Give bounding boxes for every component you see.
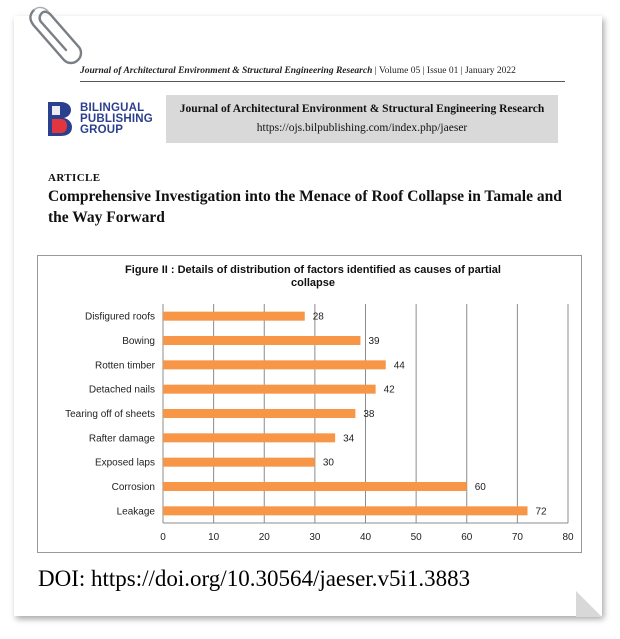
category-label: Exposed laps — [94, 457, 155, 469]
bar — [163, 385, 376, 394]
running-header — [80, 66, 516, 76]
running-header-volume: Volume 05 | Issue 01 | January 2022 — [379, 66, 516, 76]
doi-link[interactable]: DOI: https://doi.org/10.30564/jaeser.v5i1.3883 — [38, 566, 471, 591]
running-header-journal: Journal of Architectural Environment & Structural Engineering Research — [80, 66, 373, 76]
banner-url[interactable]: https://ojs.bilpublishing.com/index.php/jaeser — [256, 122, 468, 134]
category-label: Leakage — [116, 506, 155, 518]
x-tick-label: 50 — [410, 532, 422, 543]
x-tick-label: 60 — [461, 532, 473, 543]
figure-box — [37, 255, 582, 553]
bar-chart — [38, 256, 581, 552]
logo-line-3: GROUP — [80, 124, 124, 136]
article-title: Comprehensive Investigation into the Menace of Roof Collapse in Tamale and the Way Forward — [48, 188, 562, 226]
data-label: 39 — [368, 336, 380, 347]
category-label: Tearing off of sheets — [65, 409, 155, 420]
logo-line-2: PUBLISHING — [80, 113, 153, 125]
bar — [163, 433, 335, 442]
bar — [163, 336, 360, 345]
logo-text — [80, 103, 153, 136]
article-label: ARTICLE — [48, 172, 101, 184]
publisher-logo — [46, 100, 164, 140]
x-tick-label: 10 — [208, 532, 220, 543]
data-label: 72 — [535, 506, 547, 518]
x-tick-label: 30 — [309, 532, 321, 543]
data-label: 44 — [393, 360, 405, 372]
running-header-sep: | — [374, 66, 377, 76]
x-tick-label: 80 — [562, 532, 574, 543]
category-label: Detached nails — [88, 384, 155, 396]
data-label: 28 — [312, 311, 324, 323]
bar — [163, 506, 528, 515]
data-label: 60 — [474, 482, 486, 493]
chart-title: Figure II : Details of distribution of factors identified as causes of partial collapse — [125, 264, 501, 289]
page-curl — [576, 591, 602, 617]
x-tick-label: 20 — [258, 532, 270, 543]
bar — [163, 458, 315, 467]
x-tick-label: 40 — [359, 532, 372, 543]
bilingual-logo-icon — [46, 100, 74, 138]
paperclip-icon — [20, 2, 90, 72]
category-label: Rotten timber — [94, 360, 155, 372]
banner-title: Journal of Architectural Environment & Structural Engineering Research — [179, 103, 545, 115]
category-label: Bowing — [122, 336, 155, 347]
data-label: 42 — [383, 384, 395, 396]
category-label: Rafter damage — [88, 433, 155, 445]
data-label: 34 — [343, 433, 355, 445]
bar — [163, 312, 305, 321]
data-label: 38 — [363, 409, 375, 420]
category-label: Corrosion — [111, 482, 155, 493]
bar — [163, 360, 386, 369]
x-tick-label: 70 — [511, 532, 523, 543]
data-label: 30 — [322, 457, 334, 469]
category-label: Disfigured roofs — [84, 311, 155, 323]
header-rule — [80, 81, 565, 82]
bar — [163, 482, 467, 491]
journal-banner — [166, 95, 558, 143]
logo-line-1: BILINGUAL — [80, 102, 145, 114]
x-tick-label: 0 — [160, 532, 166, 543]
bar — [163, 409, 355, 418]
